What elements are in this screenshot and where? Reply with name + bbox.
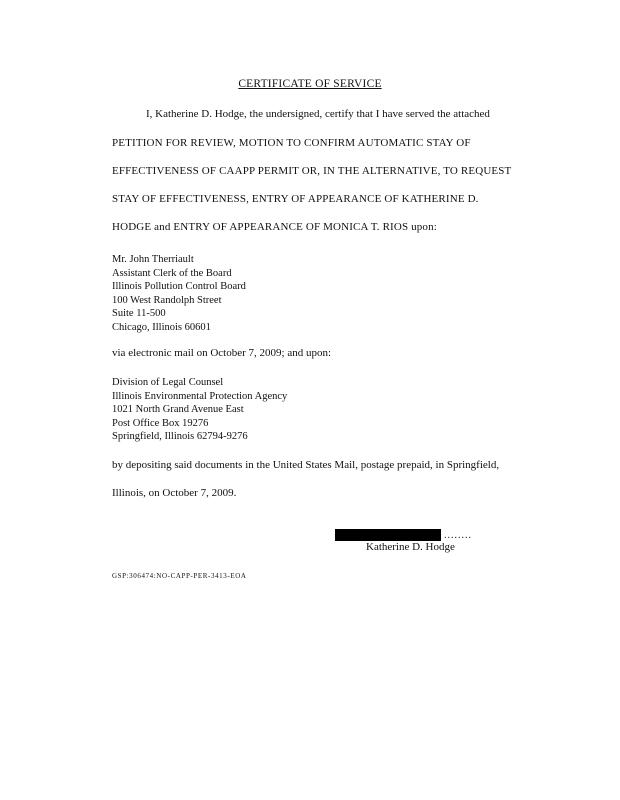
address-line: Chicago, Illinois 60601 xyxy=(112,321,211,333)
service-method-line: via electronic mail on October 7, 2009; and upon: xyxy=(112,347,332,359)
signature-line: ........ xyxy=(444,530,472,541)
address-line: Springfield, Illinois 62794-9276 xyxy=(112,431,248,442)
served-documents-line-2: EFFECTIVENESS OF CAAPP PERMIT OR, IN THE ALTERNATIVE, TO REQUEST xyxy=(112,165,512,177)
address-line: Assistant Clerk of the Board xyxy=(112,267,232,279)
served-documents-line-3: STAY OF EFFECTIVENESS, ENTRY OF APPEARANCE OF KATHERINE D. xyxy=(112,193,479,205)
served-documents-line-1: PETITION FOR REVIEW, MOTION TO CONFIRM AUTOMATIC STAY OF xyxy=(112,137,471,149)
address-line: 100 West Randolph Street xyxy=(112,294,222,306)
address-line: Post Office Box 19276 xyxy=(112,417,209,429)
deposit-line-1: by depositing said documents in the United States Mail, postage prepaid, in Springfield, xyxy=(112,459,500,471)
address-line: Illinois Environmental Protection Agency xyxy=(112,390,288,402)
address-line: 1021 North Grand Avenue East xyxy=(112,404,244,415)
document-title: CERTIFICATE OF SERVICE xyxy=(238,78,382,90)
address-line: Suite 11-500 xyxy=(112,308,166,319)
address-line: Illinois Pollution Control Board xyxy=(112,281,246,292)
address-line: Division of Legal Counsel xyxy=(112,377,224,388)
address-line: Mr. John Therriault xyxy=(112,254,194,265)
intro-sentence: I, Katherine D. Hodge, the undersigned, certify that I have served the attached xyxy=(146,108,490,120)
recipient-address-1 xyxy=(112,253,246,334)
recipient-address-2 xyxy=(112,376,287,444)
signer-name: Katherine D. Hodge xyxy=(366,541,455,553)
deposit-line-2: Illinois, on October 7, 2009. xyxy=(112,487,237,499)
document-reference-code: GSP:306474:NO-CAPP-PER-3413-EOA xyxy=(112,572,247,580)
redacted-signature xyxy=(335,529,441,541)
served-documents-line-4: HODGE and ENTRY OF APPEARANCE OF MONICA T. RIOS upon: xyxy=(112,221,437,233)
